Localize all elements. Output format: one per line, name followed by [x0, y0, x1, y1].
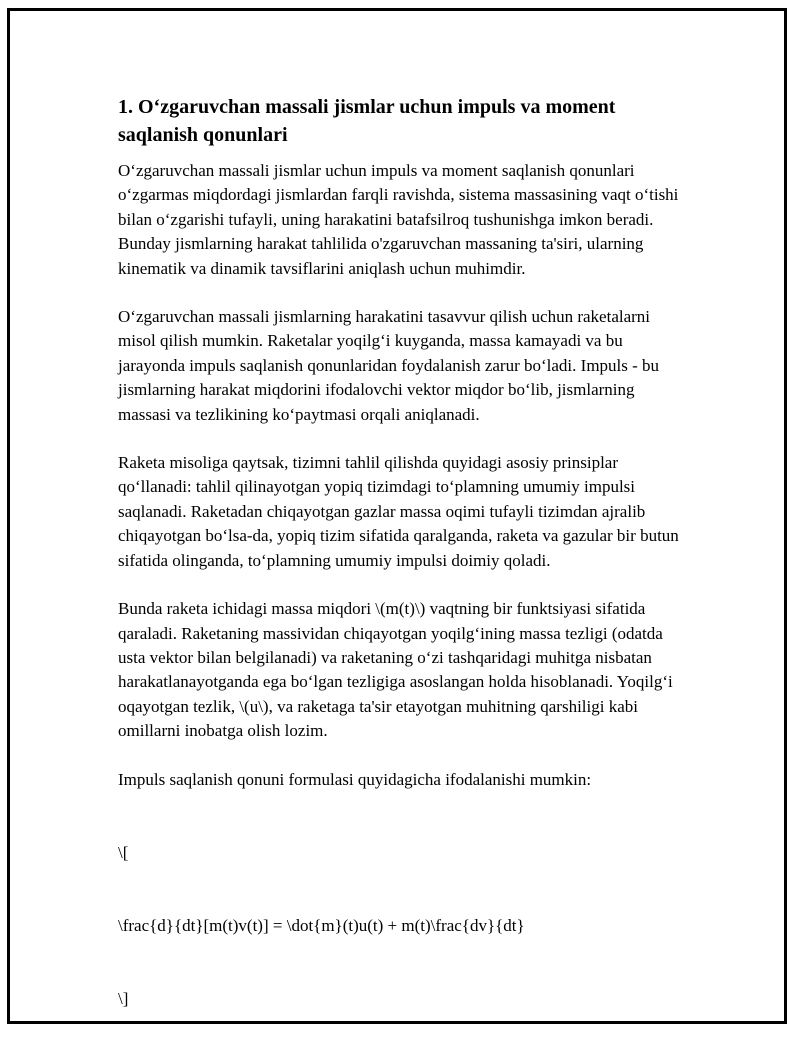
section-title: 1. O‘zgaruvchan massali jismlar uchun impuls va moment saqlanish qonunlari	[118, 96, 616, 146]
paragraph-1: O‘zgaruvchan massali jismlar uchun impuls va moment saqlanish qonunlari o‘zgarmas miqdordagi jismlardan farqli ravishda, sistema massasining vaqt o‘tishi bilan o‘zgarishi tufayli, uning harakatini batafsilroq tushunishga imkon beradi. Bunday jismlarning harakat tahlilida o'zgaruvchan massaning ta'siri, ularning kinematik va dinamik tavsiflarini aniqlash uchun muhimdir.	[118, 161, 679, 278]
formula-open: \[	[118, 842, 129, 862]
paragraph-4: Bunda raketa ichidagi massa miqdori \(m(t)\) vaqtning bir funktsiyasi sifatida qaraladi. Raketaning massividan chiqayotgan yoqilg‘ining massa tezligi (odatda usta vektor bilan belgilanadi) va raketaning o‘zi tashqaridagi muhitga nisbatan harakatlanayotganda ega bo‘lgan tezligiga asoslangan holda hisoblanadi. Yoqilg‘i oqayotgan tezlik, \(u\), va raketaga ta'sir etayotgan muhitning qarshiligi kabi omillarni inobatga olish lozim.	[118, 599, 673, 741]
formula-expression: \frac{d}{dt}[m(t)v(t)] = \dot{m}(t)u(t) + m(t)\frac{dv}{dt}	[118, 915, 525, 935]
paragraph-2: O‘zgaruvchan massali jismlarning harakatini tasavvur qilish uchun raketalarni misol qilish mumkin. Raketalar yoqilg‘i kuyganda, massa kamayadi va bu jarayonda impuls saqlanish qonunlaridan foydalanish zarur bo‘ladi. Impuls - bu jismlarning harakat miqdorini ifodalovchi vektor miqdor bo‘lib, jismlarning massasi va tezlikining ko‘paytmasi orqali aniqlanadi.	[118, 307, 660, 424]
paragraph-3: Raketa misoliga qaytsak, tizimni tahlil qilishda quyidagi asosiy prinsiplar qo‘llanadi: tahlil qilinayotgan yopiq tizimdagi to‘plamning umumiy impulsi saqlanadi. Raketadan chiqayotgan gazlar massa oqimi tufayli tizimdan ajralib chiqayotgan bo‘lsa-da, yopiq tizim sifatida qaralganda, raketa va gazular bir butun sifatida olinganda, to‘plamning umumiy impulsi doimiy qoladi.	[118, 453, 679, 570]
document-body	[118, 93, 688, 1060]
formula-block	[118, 792, 688, 1060]
formula-close: \]	[118, 989, 129, 1009]
paragraph-5: Impuls saqlanish qonuni formulasi quyidagicha ifodalanishi mumkin:	[118, 769, 592, 789]
